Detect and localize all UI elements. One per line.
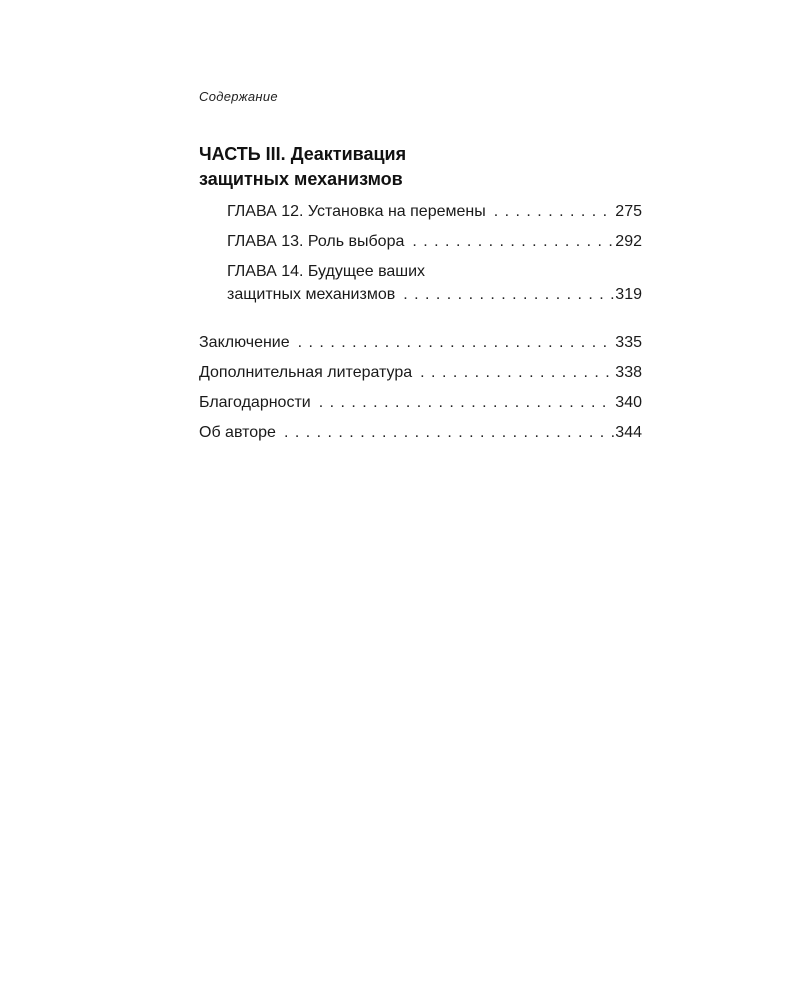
page-number: 344: [615, 424, 642, 441]
toc-entry-chapter-14[interactable]: [227, 285, 642, 305]
dot-leader: [311, 393, 614, 413]
entry-title: Заключение: [199, 334, 290, 351]
toc-entry-conclusion[interactable]: [199, 333, 642, 353]
part-title: [199, 142, 406, 192]
page-number: 338: [615, 364, 642, 381]
dot-leader: [290, 333, 614, 353]
entry-title: защитных механизмов: [227, 286, 396, 303]
entry-title: Благодарности: [199, 394, 311, 411]
chapter-14-title-line-1[interactable]: ГЛАВА 14. Будущее ваших: [227, 263, 426, 280]
entry-title: Дополнительная литература: [199, 364, 413, 381]
page-number: 275: [615, 203, 642, 220]
toc-entry-chapter-13[interactable]: [227, 232, 642, 252]
running-head: Содержание: [199, 89, 278, 104]
page-number: 335: [615, 334, 642, 351]
dot-leader: [486, 202, 614, 222]
toc-entry-chapter-12[interactable]: [227, 202, 642, 222]
toc-entry-acknowledgements[interactable]: [199, 393, 642, 413]
page-number: 292: [615, 233, 642, 250]
toc-entry-further-reading[interactable]: [199, 363, 642, 383]
dot-leader: [404, 232, 614, 252]
dot-leader: [276, 423, 614, 443]
dot-leader: [395, 285, 614, 305]
entry-title: Об авторе: [199, 424, 276, 441]
part-title-line-2: защитных механизмов: [199, 169, 403, 189]
entry-title: ГЛАВА 12. Установка на перемены: [227, 203, 486, 220]
dot-leader: [412, 363, 614, 383]
entry-title: ГЛАВА 13. Роль выбора: [227, 233, 405, 250]
part-title-line-1: ЧАСТЬ III. Деактивация: [199, 144, 407, 164]
page-number: 319: [615, 286, 642, 303]
toc-entry-about-author[interactable]: [199, 423, 642, 443]
page-number: 340: [615, 394, 642, 411]
